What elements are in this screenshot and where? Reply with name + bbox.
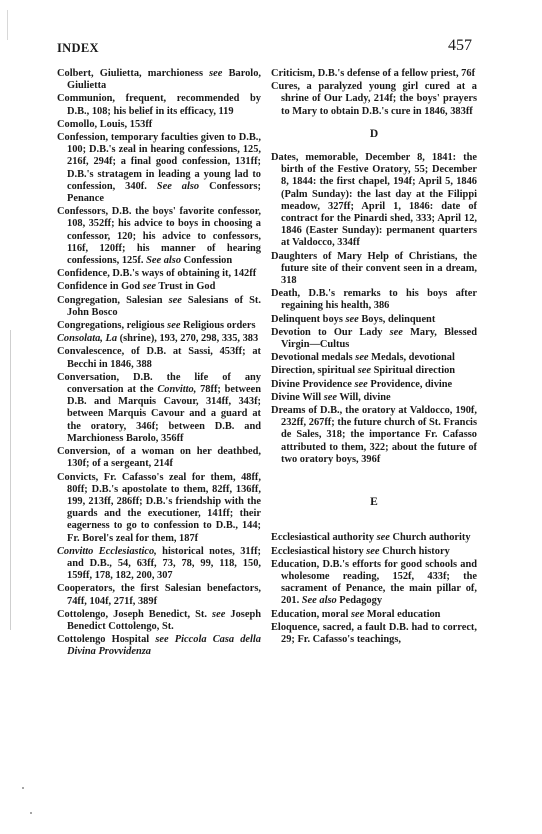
index-entry-text: Convicts, Fr. Cafasso's zeal for them, 48ff, 80ff; D.B.'s apostolate to them, 82ff, 136ff, 199, 213ff, 286ff; D.B.'s friendship with the guards and the executioner, 141ff; their eagerness to go to confession to D.B., 144; Fr. Borel's zeal for them, 187f (57, 471, 261, 544)
index-entry (271, 68, 477, 80)
index-entry-text: Confidence, D.B.'s ways of obtaining it, 142ff (57, 268, 257, 280)
index-entry-text: Devotional medals (271, 352, 356, 364)
index-entry-text: Comollo, Louis, 153ff (57, 118, 153, 130)
index-entry (57, 132, 261, 205)
index-entry-text: Spiritual direction (370, 365, 456, 377)
index-entry-italic-text: see (167, 320, 181, 332)
index-entry-text: Convalescence, of D.B. at Sassi, 453ff; at Becchi in 1846, 388 (57, 346, 261, 370)
index-entry-text: Church authority (389, 532, 471, 544)
index-entry (271, 352, 477, 364)
index-entry (271, 379, 477, 391)
index-entry-text: Congregations, religious (57, 320, 168, 332)
index-entry (271, 392, 477, 404)
index-entry-italic-text: see (376, 532, 390, 544)
index-entry-text: 78ff; between D.B. and Marquis Cavour, 314ff, 343f; between Marquis Cavour and a guard at the oratory, 346f; between D.B. and Marchioness Barolo, 356ff (67, 384, 261, 444)
index-entry-text: Dates, memorable, December 8, 1841: the birth of the Festive Oratory, 55; December 8, 1844: the first chapel, 194f; April 5, 1846 (Palm Sunday): the last day at the Filippi meadow, 327ff; April 1, 1846: date of contract for the Pinardi shed, 333; April 12, 1846 (Easter Sunday): permanent quarters at Valdocco, 334ff (271, 152, 477, 249)
index-entry (57, 268, 261, 280)
scan-edge-line-top (7, 10, 8, 40)
index-entry-text: Confessors, D.B. the boys' favorite confessor, 108, 352ff; his advice to boys in choosing a confessor, 120; his advice to confessors, 116f, 120ff; his manner of hearing confessions, 125f. (57, 206, 261, 267)
index-entry-italic-text: see (355, 352, 369, 364)
index-entry-text: Trust in God (156, 281, 216, 293)
index-entry-text: Moral education (364, 608, 441, 620)
index-entry-text: Barolo, Giulietta (67, 68, 261, 92)
index-entry-italic-text: Convitto, (157, 384, 197, 396)
index-column-right (271, 68, 477, 647)
index-entry-text: Congregation, Salesian (57, 294, 169, 306)
index-entry-italic-text: Convitto Ecclesiastico, (57, 545, 157, 557)
index-entry-text: Divine Providence (271, 378, 355, 390)
index-entry-italic-text: see Piccola Casa della Divina Provvidenza (67, 634, 262, 658)
index-entry-italic-text: see (142, 281, 157, 293)
index-entry (271, 327, 477, 351)
index-entry (57, 93, 261, 117)
scan-edge-line (10, 330, 11, 630)
index-entry-italic-text: see (168, 294, 182, 306)
index-entry-text: Dreams of D.B., the oratory at Valdocco, 190f, 232ff, 267ff; the future church of St. Francis de Sales, 318; the importance Fr. Cafasso attributed to them, 322; about the future of two oratory boys, 396f (271, 405, 477, 465)
section-letter-e: E (370, 496, 378, 509)
index-entry (57, 446, 261, 470)
index-entry-text: Confessors; Penance (67, 180, 262, 205)
index-entry-text: Pedagogy (336, 595, 383, 607)
index-entry-italic-text: see (366, 545, 380, 557)
index-entry-text: Cooperators, the first Salesian benefactors, 74ff, 104f, 271f, 389f (57, 583, 261, 607)
index-entry-text: Salesians of St. John Bosco (67, 294, 261, 318)
index-entry-text: Cottolengo, Joseph Benedict, St. (57, 608, 213, 620)
index-entry-text: Devotion to Our Lady (271, 326, 390, 338)
index-entry (57, 281, 261, 293)
index-entry-text: Confession, temporary faculties given to D.B., 100; D.B.'s zeal in hearing confessions, 125, 216f, 294f; a final good confession, 131ff; D.B.'s stratagem in leading a young lad to confession, 340f. (57, 132, 261, 192)
index-column-left (57, 68, 261, 660)
running-header: INDEX (57, 41, 99, 55)
index-entry (57, 346, 261, 370)
index-entry-italic-text: See also (301, 595, 337, 607)
index-group-d (271, 152, 477, 466)
index-entry (57, 546, 261, 583)
index-entry-text: Daughters of Mary Help of Christians, the future site of their convent seen in a dream, 318 (271, 250, 477, 287)
index-entry-text: (shrine), 193, 270, 298, 335, 383 (117, 333, 259, 345)
index-entry-text: Conversation, D.B. the life of any conversation at the (57, 371, 261, 396)
index-entry-italic-text: Consolata, La (57, 333, 118, 345)
index-entry-text: Boys, delinquent (358, 313, 436, 325)
index-entry-text: Delinquent boys (271, 313, 346, 325)
index-entry-text: Church history (379, 545, 450, 557)
index-entry (57, 372, 261, 445)
index-entry-text: Direction, spiritual (271, 365, 358, 377)
index-entry (271, 152, 477, 250)
index-entry (57, 320, 261, 332)
index-entry-italic-text: see (350, 608, 365, 620)
index-entry-italic-text: see (354, 378, 368, 390)
index-entry (57, 472, 261, 545)
index-entry-text: Ecclesiastical history (271, 545, 367, 557)
index-entry-text: Providence, divine (367, 378, 453, 390)
index-entry-text: Ecclesiastical authority (271, 532, 377, 544)
index-entry (271, 81, 477, 118)
page-number: 457 (448, 37, 472, 54)
index-entry-text: Death, D.B.'s remarks to his boys after regaining his health, 386 (271, 288, 477, 312)
index-group-e (271, 532, 477, 646)
index-entry-text: historical notes, 31ff; and D.B., 54, 63ff, 73, 78, 99, 118, 150, 159ff, 178, 182, 200, 307 (67, 545, 261, 582)
index-entry-text: Criticism, D.B.'s defense of a fellow priest, 76f (271, 68, 476, 79)
index-entry-text: Divine Will (271, 391, 324, 403)
index-entry-text: Education, D.B.'s efforts for good schools and wholesome reading, 152f, 433f; the sacrament of Penance, the main pillar of, 201. (271, 558, 477, 607)
index-entry (271, 314, 477, 326)
index-entry-italic-text: see (389, 326, 403, 338)
index-entry (271, 622, 477, 646)
index-entry (57, 295, 261, 319)
index-entry-text: Education, moral (271, 608, 351, 620)
index-entry-text: Colbert, Giulietta, marchioness (57, 68, 210, 79)
index-entry (271, 546, 477, 558)
index-entry-text: Joseph Benedict Cottolengo, St. (67, 608, 261, 632)
index-entry (271, 251, 477, 288)
index-entry (271, 609, 477, 621)
scan-speck (22, 787, 24, 789)
index-entry (57, 634, 261, 658)
index-entry (57, 206, 261, 267)
index-entry-text: Cottolengo Hospital (57, 634, 156, 646)
index-entry-italic-text: see (357, 365, 371, 377)
index-entry (57, 583, 261, 607)
index-entry-text: Confidence in God (57, 281, 143, 293)
index-entry (271, 365, 477, 377)
index-entry-text: Religious orders (180, 320, 256, 332)
index-entry-text: Communion, frequent, recommended by D.B., 108; his belief in its efficacy, 119 (57, 93, 261, 117)
index-entry-italic-text: see (209, 68, 223, 79)
index-entry-text: Will, divine (337, 391, 391, 403)
index-entry-text: Medals, devotional (368, 352, 455, 364)
index-entry-text: Conversion, of a woman on her deathbed, 130f; of a sergeant, 214f (57, 446, 261, 470)
scan-speck (30, 812, 32, 814)
index-entry-italic-text: see (212, 608, 226, 620)
index-entry-italic-text: see (323, 391, 338, 403)
section-letter-d: D (369, 127, 379, 140)
index-entry-text: Confession (181, 255, 233, 267)
index-group-c-continued (271, 68, 477, 118)
index-entry-text: Eloquence, sacred, a fault D.B. had to correct, 29; Fr. Cafasso's teachings, (271, 621, 477, 645)
index-entry-italic-text: see (345, 313, 359, 325)
index-entry-italic-text: See also (146, 255, 182, 267)
index-entry (57, 119, 261, 131)
index-entry (271, 532, 477, 544)
index-entry (271, 405, 477, 466)
index-entry (57, 333, 261, 345)
index-entry-text: Cures, a paralyzed young girl cured at a shrine of Our Lady, 214f; the boys' prayers to Mary to obtain D.B.'s cure in 1846, 383ff (271, 81, 477, 117)
index-entry (57, 68, 261, 92)
index-entry-italic-text: See also (156, 180, 200, 192)
index-entry-text: Mary, Blessed Virgin—Cultus (281, 326, 477, 351)
index-entry (57, 609, 261, 633)
index-entry (271, 559, 477, 608)
index-entry (271, 288, 477, 312)
